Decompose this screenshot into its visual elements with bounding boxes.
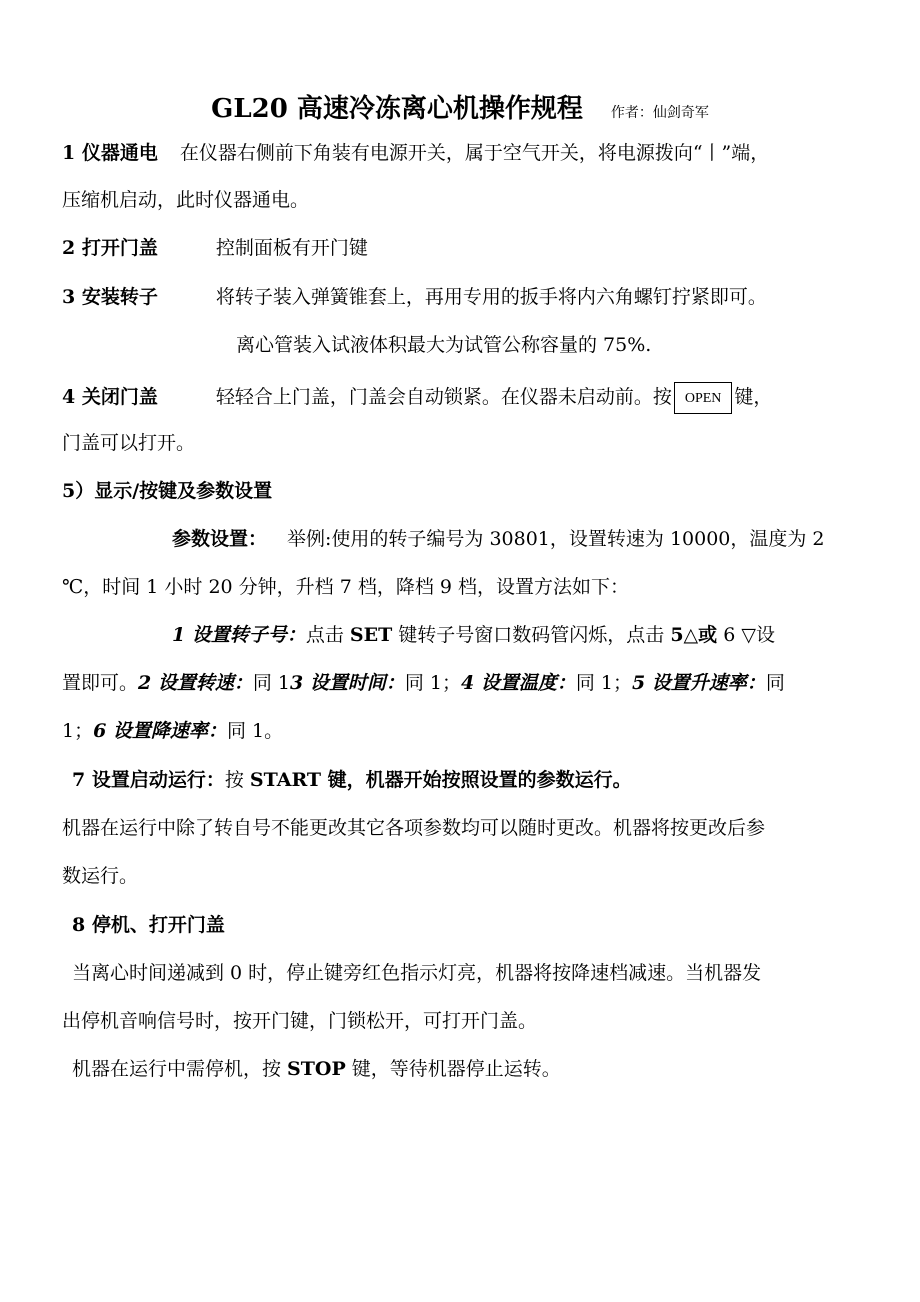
section-2-heading: 2 打开门盖 xyxy=(62,237,158,259)
stop-key: STOP xyxy=(287,1058,346,1080)
step-3-text: 同 1； xyxy=(404,672,461,694)
section-4-line-2 xyxy=(62,430,195,456)
params-text-1: 举例:使用的转子编号为 30801，设置转速为 10000，温度为 2 xyxy=(287,528,825,550)
section-7-text-1: 机器在运行中除了转自号不能更改其它各项参数均可以随时更改。机器将按更改后参 xyxy=(62,817,766,839)
section-1-text-2: 压缩机启动，此时仪器通电。 xyxy=(62,189,310,211)
section-1-line-2 xyxy=(62,187,309,213)
document-title xyxy=(0,88,920,125)
step-1-text-a: 点击 xyxy=(305,624,350,646)
section-3-text-2: 离心管装入试液体积最大为试管公称容量的 75%. xyxy=(236,334,652,356)
section-4-text-2: 门盖可以打开。 xyxy=(62,432,196,454)
params-label: 参数设置： xyxy=(172,528,268,550)
step-5-text: 同 xyxy=(765,672,785,694)
step-1-text-c: 置即可。 xyxy=(62,672,139,694)
section-1-heading: 1 仪器通电 xyxy=(62,142,158,164)
section-7-heading: 7 设置启动运行： xyxy=(72,769,225,791)
step-2-text: 同 1 xyxy=(252,672,290,694)
title-author: 作者：仙剑奇军 xyxy=(610,105,709,121)
step-1-label: 1 设置转子号： xyxy=(172,624,306,646)
section-3-line-1 xyxy=(62,284,767,310)
step-4-label: 4 设置温度： xyxy=(460,672,576,694)
section-4-heading: 4 关闭门盖 xyxy=(62,386,158,408)
section-2-text: 控制面板有开门键 xyxy=(215,237,368,259)
params-line-2 xyxy=(62,574,629,600)
steps-line-1 xyxy=(172,622,775,648)
section-2-line xyxy=(62,235,368,261)
section-8-line-4 xyxy=(72,1056,561,1082)
section-3-text-1: 将转子装入弹簧锥套上，再用专用的扳手将内六角螺钉拧紧即可。 xyxy=(215,286,767,308)
section-3-heading: 3 安装转子 xyxy=(62,286,158,308)
section-7-line-3 xyxy=(62,863,138,889)
section-8-heading: 8 停机、打开门盖 xyxy=(72,914,225,936)
title-main: GL20 高速冷冻离心机操作规程 xyxy=(211,94,583,124)
section-8-text-3b: 键，等待机器停止运转。 xyxy=(345,1058,561,1080)
step-5-label: 5 设置升速率： xyxy=(631,672,766,694)
section-7-text-b: 键，机器开始按照设置的参数运行。 xyxy=(321,769,632,791)
section-4-line-1 xyxy=(62,382,772,414)
section-5-heading: 5）显示/按键及参数设置 xyxy=(62,480,273,502)
open-key-box: OPEN xyxy=(674,382,733,414)
step-4-text: 同 1； xyxy=(575,672,632,694)
section-4-text-1: 轻轻合上门盖，门盖会自动锁紧。在仪器未启动前。按 xyxy=(215,386,672,408)
section-8-text-1: 当离心时间递减到 0 时，停止键旁红色指示灯亮，机器将按降速档减速。当机器发 xyxy=(72,962,762,984)
section-7-text-a: 按 xyxy=(224,769,250,791)
step-1-up-key: 5△或 xyxy=(670,624,718,646)
section-4-text-1b: 键， xyxy=(734,386,773,408)
section-8-line-3 xyxy=(62,1008,537,1034)
step-2-label: 2 设置转速： xyxy=(138,672,253,694)
params-text-2: ℃，时间 1 小时 20 分钟，升档 7 档，降档 9 档，设置方法如下： xyxy=(62,576,630,598)
section-3-line-2 xyxy=(236,332,651,358)
section-8-line-1 xyxy=(72,912,225,938)
start-key: START xyxy=(249,769,322,791)
steps-line-2 xyxy=(62,670,785,696)
step-1-down-key: 6 ▽设 xyxy=(717,624,775,646)
section-8-text-2: 出停机音响信号时，按开门键，门锁松开，可打开门盖。 xyxy=(62,1010,538,1032)
step-5-text-b: 1； xyxy=(62,720,94,742)
step-3-label: 3 设置时间： xyxy=(290,672,405,694)
step-1-set-key: SET xyxy=(349,624,393,646)
section-7-text-2: 数运行。 xyxy=(62,865,139,887)
step-6-label: 6 设置降速率： xyxy=(93,720,227,742)
params-line-1 xyxy=(172,526,825,552)
section-8-text-3a: 机器在运行中需停机，按 xyxy=(72,1058,288,1080)
section-7-line-2 xyxy=(62,815,765,841)
section-8-line-2 xyxy=(72,960,761,986)
step-1-text-b: 键转子号窗口数码管闪烁，点击 xyxy=(392,624,671,646)
section-1-line-1 xyxy=(62,140,769,166)
section-7-line-1 xyxy=(72,767,632,793)
steps-line-3 xyxy=(62,718,283,744)
step-6-text: 同 1。 xyxy=(226,720,284,742)
section-5-line xyxy=(62,478,272,504)
section-1-text-1: 在仪器右侧前下角装有电源开关，属于空气开关，将电源拨向“丨”端， xyxy=(179,142,770,164)
